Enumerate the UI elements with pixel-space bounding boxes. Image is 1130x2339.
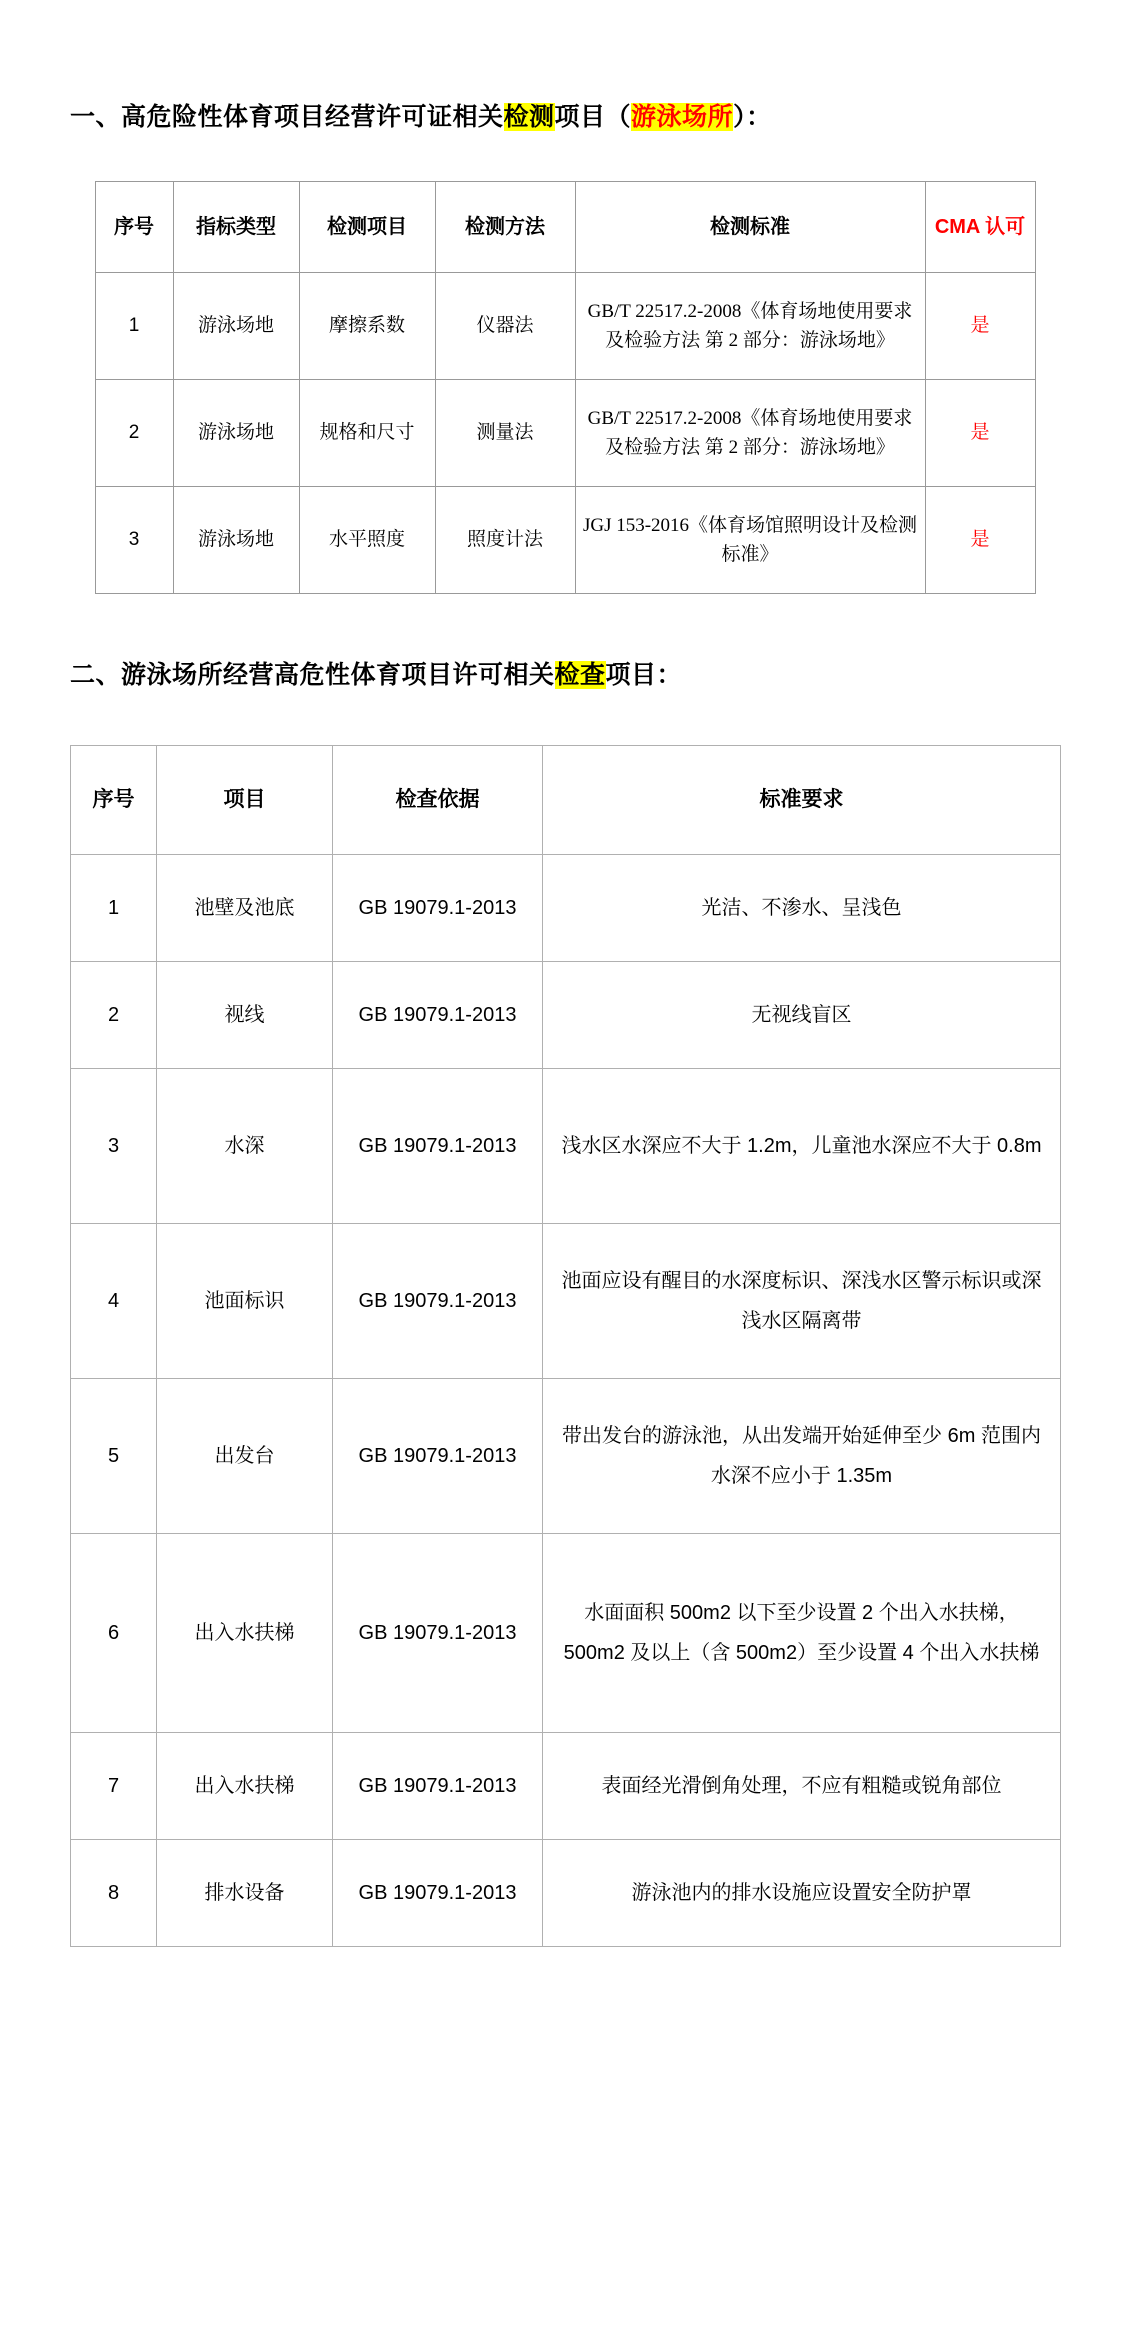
cell-basis: GB 19079.1-2013 xyxy=(333,1379,543,1534)
cell-item: 规格和尺寸 xyxy=(299,380,435,487)
cell-cma: 是 xyxy=(925,487,1035,594)
cell-no: 3 xyxy=(95,487,173,594)
table-header-row xyxy=(71,746,1061,855)
cell-item: 摩擦系数 xyxy=(299,273,435,380)
cell-requirement: 池面应设有醒目的水深度标识、深浅水区警示标识或深浅水区隔离带 xyxy=(543,1224,1061,1379)
cell-standard: GB/T 22517.2-2008《体育场地使用要求及检验方法 第 2 部分：游泳场地》 xyxy=(575,273,925,380)
cell-item: 水平照度 xyxy=(299,487,435,594)
cell-no: 3 xyxy=(71,1069,157,1224)
cell-item: 排水设备 xyxy=(157,1840,333,1947)
cell-item: 水深 xyxy=(157,1069,333,1224)
cell-no: 2 xyxy=(95,380,173,487)
section-2-heading-part-3: 项目： xyxy=(605,661,683,689)
cell-method: 仪器法 xyxy=(435,273,575,380)
cell-basis: GB 19079.1-2013 xyxy=(333,1840,543,1947)
cell-requirement: 无视线盲区 xyxy=(543,962,1061,1069)
cell-basis: GB 19079.1-2013 xyxy=(333,1733,543,1840)
cell-requirement: 浅水区水深应不大于 1.2m，儿童池水深应不大于 0.8m xyxy=(543,1069,1061,1224)
cell-item: 出入水扶梯 xyxy=(157,1534,333,1733)
table-row xyxy=(71,855,1061,962)
table-row xyxy=(71,1224,1061,1379)
inspection-items-table xyxy=(70,745,1061,1947)
cell-requirement: 表面经光滑倒角处理，不应有粗糙或锐角部位 xyxy=(543,1733,1061,1840)
cell-item: 池面标识 xyxy=(157,1224,333,1379)
cell-basis: GB 19079.1-2013 xyxy=(333,855,543,962)
cell-cma: 是 xyxy=(925,380,1035,487)
cell-no: 8 xyxy=(71,1840,157,1947)
cell-no: 7 xyxy=(71,1733,157,1840)
cell-no: 4 xyxy=(71,1224,157,1379)
table-row xyxy=(71,1840,1061,1947)
column-header-no: 序号 xyxy=(95,182,173,273)
cell-basis: GB 19079.1-2013 xyxy=(333,1069,543,1224)
cell-method: 照度计法 xyxy=(435,487,575,594)
detection-items-table xyxy=(95,181,1036,594)
cell-requirement: 带出发台的游泳池，从出发端开始延伸至少 6m 范围内水深不应小于 1.35m xyxy=(543,1379,1061,1534)
section-1-heading-highlight-venue: 游泳场所 xyxy=(631,103,734,131)
cell-type: 游泳场地 xyxy=(173,487,299,594)
cell-requirement: 水面面积 500m2 以下至少设置 2 个出入水扶梯，500m2 及以上（含 500m2）至少设置 4 个出入水扶梯 xyxy=(543,1534,1061,1733)
section-1-heading-part-1: 一、高危险性体育项目经营许可证相关 xyxy=(70,103,504,131)
cell-type: 游泳场地 xyxy=(173,380,299,487)
table-row xyxy=(95,380,1035,487)
cell-item: 池壁及池底 xyxy=(157,855,333,962)
table-row xyxy=(71,1379,1061,1534)
cell-basis: GB 19079.1-2013 xyxy=(333,1534,543,1733)
column-header-item: 项目 xyxy=(157,746,333,855)
table-row xyxy=(95,273,1035,380)
section-1-heading xyxy=(70,100,1060,135)
cell-method: 测量法 xyxy=(435,380,575,487)
cell-no: 2 xyxy=(71,962,157,1069)
cell-no: 1 xyxy=(71,855,157,962)
cell-item: 视线 xyxy=(157,962,333,1069)
column-header-standard: 检测标准 xyxy=(575,182,925,273)
section-1-heading-part-5: ）： xyxy=(733,103,772,131)
column-header-item: 检测项目 xyxy=(299,182,435,273)
section-1-heading-part-3: 项目（ xyxy=(554,103,632,131)
table-header-row xyxy=(95,182,1035,273)
table-row xyxy=(71,1069,1061,1224)
cell-basis: GB 19079.1-2013 xyxy=(333,1224,543,1379)
section-2-heading xyxy=(70,658,1060,693)
column-header-basis: 检查依据 xyxy=(333,746,543,855)
cell-basis: GB 19079.1-2013 xyxy=(333,962,543,1069)
cell-requirement: 光洁、不渗水、呈浅色 xyxy=(543,855,1061,962)
cell-standard: JGJ 153-2016《体育场馆照明设计及检测标准》 xyxy=(575,487,925,594)
column-header-type: 指标类型 xyxy=(173,182,299,273)
cell-item: 出入水扶梯 xyxy=(157,1733,333,1840)
cell-no: 6 xyxy=(71,1534,157,1733)
column-header-requirement: 标准要求 xyxy=(543,746,1061,855)
table-row xyxy=(71,1733,1061,1840)
cell-item: 出发台 xyxy=(157,1379,333,1534)
column-header-cma: CMA 认可 xyxy=(925,182,1035,273)
section-1-heading-highlight-detection: 检测 xyxy=(503,103,555,131)
section-2-heading-part-1: 二、游泳场所经营高危性体育项目许可相关 xyxy=(70,661,555,689)
section-2-heading-highlight-inspection: 检查 xyxy=(554,661,606,689)
table-row xyxy=(71,1534,1061,1733)
cell-requirement: 游泳池内的排水设施应设置安全防护罩 xyxy=(543,1840,1061,1947)
cell-type: 游泳场地 xyxy=(173,273,299,380)
table-row xyxy=(95,487,1035,594)
cell-cma: 是 xyxy=(925,273,1035,380)
cell-no: 1 xyxy=(95,273,173,380)
cell-no: 5 xyxy=(71,1379,157,1534)
table-row xyxy=(71,962,1061,1069)
column-header-method: 检测方法 xyxy=(435,182,575,273)
column-header-no: 序号 xyxy=(71,746,157,855)
cell-standard: GB/T 22517.2-2008《体育场地使用要求及检验方法 第 2 部分：游泳场地》 xyxy=(575,380,925,487)
